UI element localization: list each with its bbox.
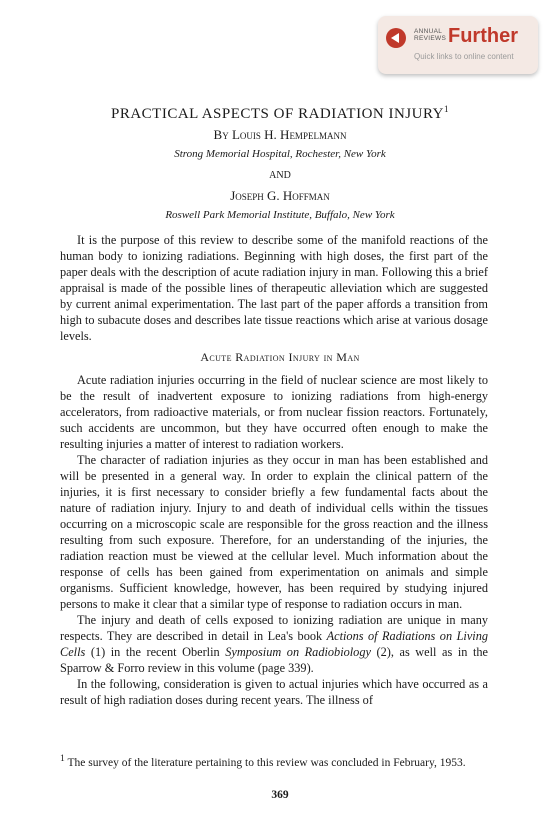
page-number: 369 <box>271 789 289 801</box>
body-block <box>60 372 488 708</box>
paper-title <box>0 104 560 123</box>
badge-subtitle: Quick links to online content <box>414 52 514 61</box>
section-heading: Acute Radiation Injury in Man <box>200 350 360 364</box>
para3-text-a: The injury and death of cells exposed to ionizing radiation are unique in many respects. They are described in detail in Lea's book <box>60 613 488 643</box>
body-paragraph-1: Acute radiation injuries occurring in the field of nuclear science are most likely to be the result of inadvertent exposure to ionizing radiations from high-energy accelerators, from radioactive materials, or from nuclear fission reactors. Fortunately, such accidents are uncommon, but they have occurred often enough to make the resulting injuries a matter of interest to radiation workers. <box>60 373 488 451</box>
badge-publisher-label: ANNUAL REVIEWS <box>414 28 447 42</box>
author-1-name: Louis H. Hempelmann <box>231 127 347 142</box>
para3-text-c: (1) in the recent Oberlin <box>85 645 226 659</box>
symposium-title: Symposium on Radiobiology <box>225 645 371 659</box>
title-text: PRACTICAL ASPECTS OF RADIATION INJURY <box>111 106 444 122</box>
author-1-prefix: By <box>213 127 229 142</box>
annual-reviews-further-badge[interactable] <box>378 16 538 74</box>
intro-block <box>60 232 488 344</box>
author-2-name: Joseph G. Hoffman <box>230 188 330 203</box>
para3-text-e: (2), as well as in the Sparrow & Forro review in this volume (page 339). <box>60 645 489 675</box>
annual-reviews-logo-icon <box>386 28 406 48</box>
and-separator: AND <box>269 170 291 181</box>
body-paragraph-3 <box>60 612 488 676</box>
author-2-affiliation: Roswell Park Memorial Institute, Buffalo, New York <box>165 209 395 221</box>
body-paragraph-2: The character of radiation injuries as they occur in man has been established and will be presented in a general way. In order to explain the clinical pattern of the injuries, it is first necessary to consider briefly a few fundamental facts about the nature of radiation injury. Injury to and death of individual cells within the tissues occurring on a microscopic scale are responsible for the gross reaction and the illness resulting from such exposure. Therefore, for an understanding of the injuries, the radiation reaction must be viewed at the cellular level. Much information about the response of cells has been gained from experimentation on animals and simple organisms. Sufficient knowledge, however, has been required by studying injured persons to make it clear that a similar type of response to radiation occurs in man. <box>60 453 488 611</box>
author-1-affiliation: Strong Memorial Hospital, Rochester, New York <box>174 148 386 160</box>
book-title: Actions of Radiations on Living Cells <box>60 629 488 659</box>
intro-paragraph: It is the purpose of this review to describe some of the manifold reactions of the human body to ionizing radiations. Beginning with high doses, the first part of the paper deals with the description of acute radiation injury in man. Following this a brief appraisal is made of the possible lines of therapeutic alleviation which are suggested by current animal experimentation. The last part of the paper affords a transition from high to subacute doses and describes late tissue reactions which arise at various dosage levels. <box>60 233 488 343</box>
footnote <box>60 751 488 771</box>
badge-further-label: Further <box>448 25 518 47</box>
footnote-mark: 1 <box>60 753 65 764</box>
author-1 <box>0 127 560 143</box>
body-paragraph-4: In the following, consideration is given to actual injuries which have occurred as a result of high radiation doses during recent years. The illness of <box>60 677 488 707</box>
footnote-text: The survey of the literature pertaining to this review was concluded in February, 1953. <box>64 756 466 769</box>
title-footnote-mark: 1 <box>444 104 449 114</box>
